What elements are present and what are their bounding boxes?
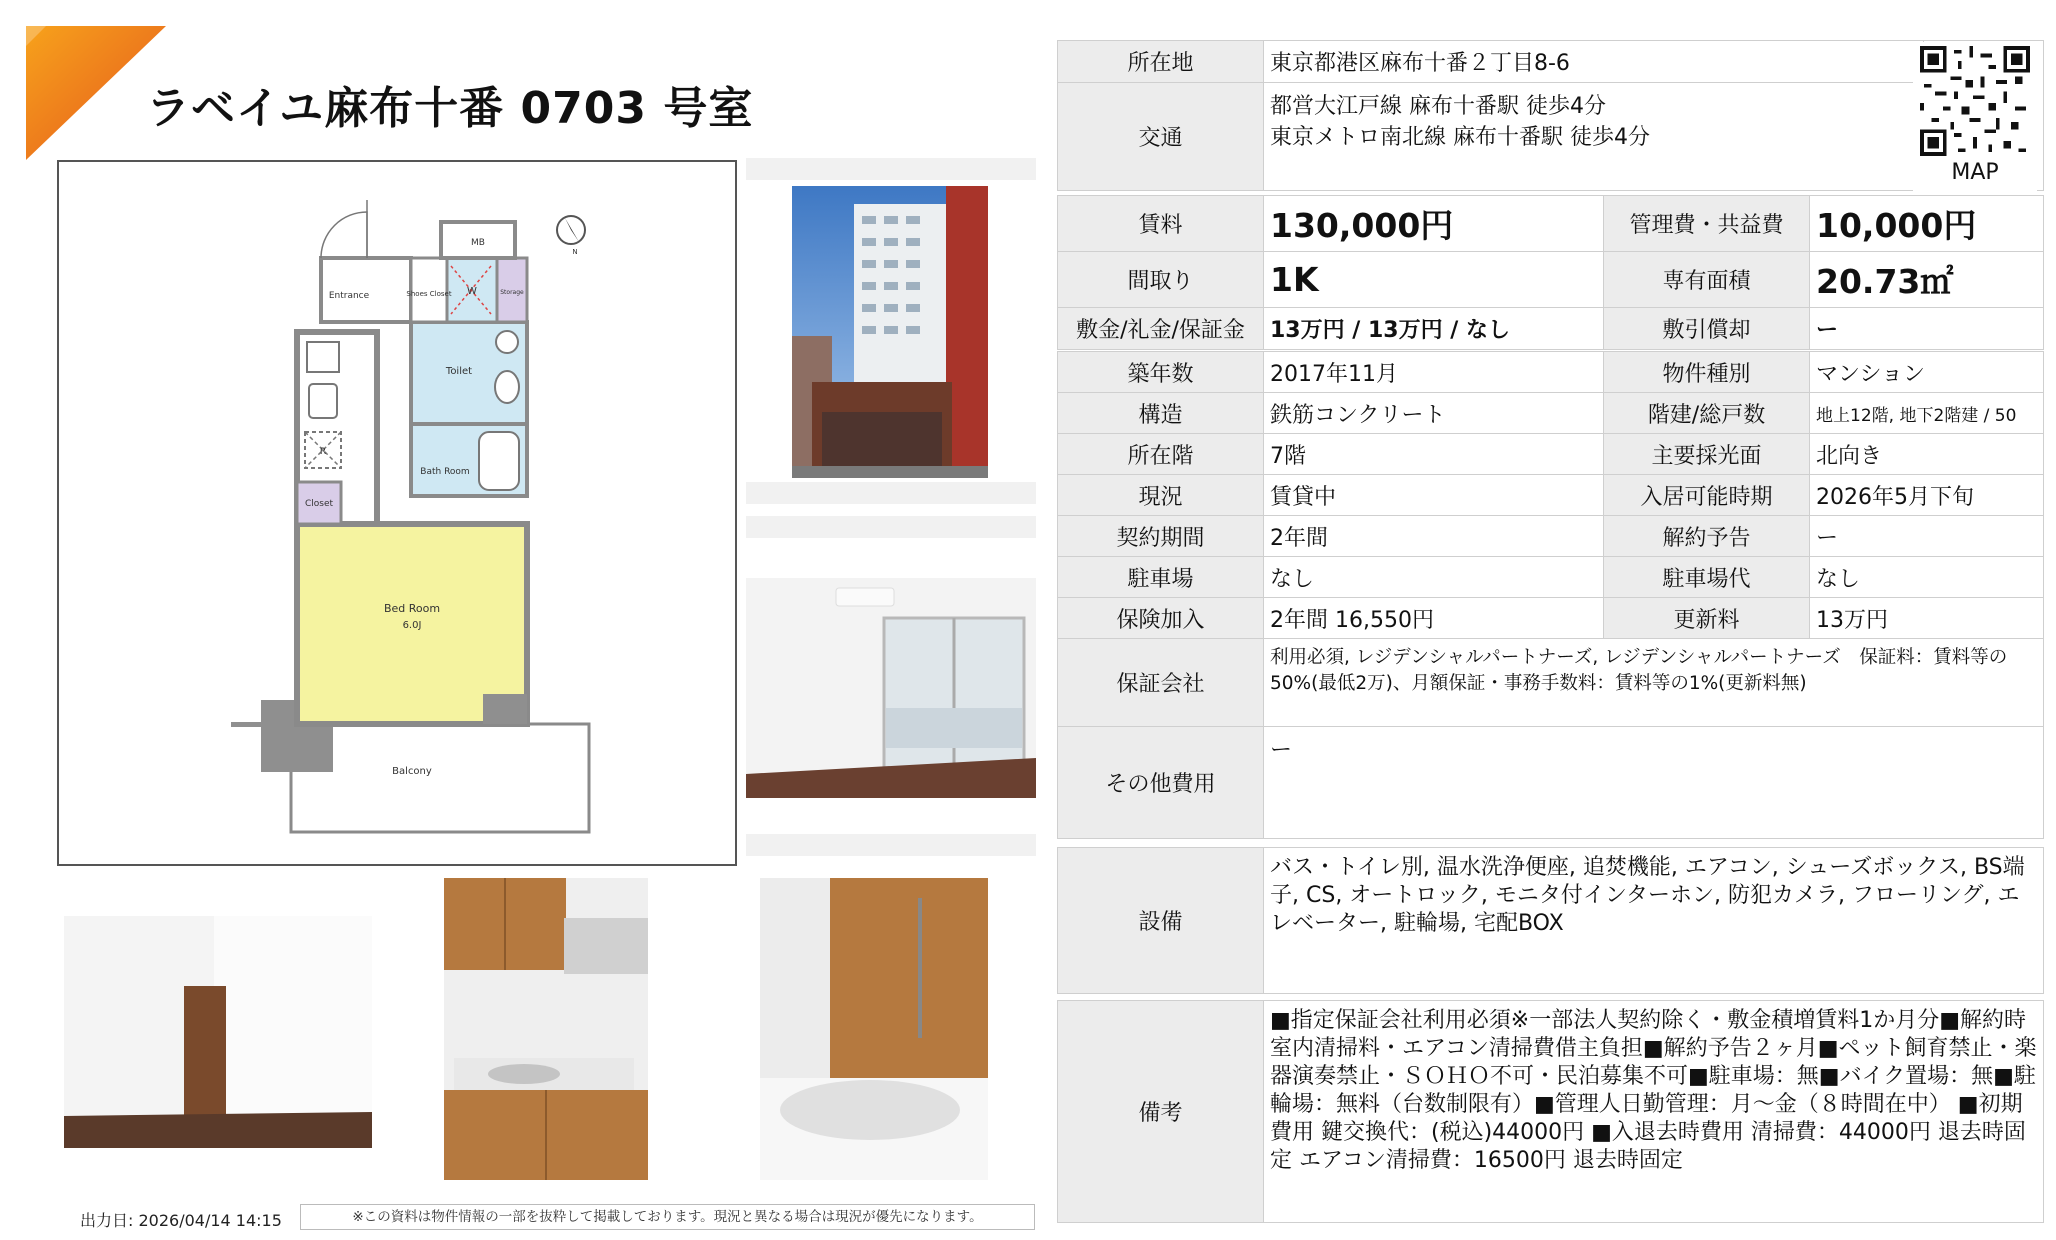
- type-value: マンション: [1810, 352, 2044, 393]
- remarks-value: ■指定保証会社利用必須※一部法人契約除く・敷金積増賃料1か月分■解約時室内清掃料・エアコン清掃費借主負担■解約予告２ヶ月■ペット飼育禁止・楽器演奏禁止・ＳＯＨＯ不可・民泊募集不可■駐車場：無■バイク置場：無■駐輪場：無料（台数制限有）■管理人日勤管理：月〜金（８時間在中） ■初期費用 鍵交換代：(税込)44000円 ■入退去時費用 清掃費：44000円 退去時固定 エアコン清掃費：16500円 退去時固定: [1264, 1001, 2044, 1223]
- guarantor-label: 保証会社: [1058, 639, 1264, 727]
- kitchen-photo: [444, 878, 648, 1180]
- label-closet: Closet: [304, 499, 334, 509]
- area-value: 20.73㎡: [1810, 252, 2044, 308]
- floors-value: 地上12階, 地下2階建 / 50: [1810, 393, 2044, 434]
- info-table-location: [1057, 40, 2044, 191]
- move-in-label: 入居可能時期: [1604, 475, 1810, 516]
- notice-label: 解約予告: [1604, 516, 1810, 557]
- disclaimer-note: ※この資料は物件情報の一部を抜粋して掲載しております。現況と異なる場合は現況が優先になります。: [300, 1204, 1035, 1230]
- other-fees-value: ー: [1264, 727, 2044, 839]
- transport-line-2: 東京メトロ南北線 麻布十番駅 徒歩4分: [1270, 125, 1650, 150]
- output-date: 出力日: 2026/04/14 14:15: [80, 1211, 282, 1230]
- layout-label: 間取り: [1058, 252, 1264, 308]
- equipment-label: 設備: [1058, 848, 1264, 994]
- label-bedroom-size: 6.0J: [402, 620, 422, 631]
- corner-accent-logo: [26, 26, 166, 160]
- floorplan-frame: [57, 160, 737, 866]
- contract-label: 契約期間: [1058, 516, 1264, 557]
- built-value: 2017年11月: [1264, 352, 1604, 393]
- info-table-rent: [1057, 195, 2044, 350]
- status-value: 賃貸中: [1264, 475, 1604, 516]
- photo-placeholder-strip: [746, 158, 1036, 180]
- deposit-value: 13万円 / 13万円 / なし: [1264, 308, 1604, 350]
- transport-line-1: 都営大江戸線 麻布十番駅 徒歩4分: [1270, 94, 1606, 119]
- parking-label: 駐車場: [1058, 557, 1264, 598]
- other-fees-label: その他費用: [1058, 727, 1264, 839]
- building-exterior-photo: [792, 186, 988, 478]
- transport-label: 交通: [1058, 83, 1264, 191]
- label-entrance: Entrance: [328, 291, 370, 301]
- renewal-value: 13万円: [1810, 598, 2044, 639]
- room-window-photo: [746, 578, 1036, 798]
- room-door-photo: [64, 916, 372, 1148]
- info-table-details: [1057, 351, 2044, 839]
- mgmt-fee-value: 10,000円: [1810, 196, 2044, 252]
- label-shoes-closet: Shoes Closet: [406, 290, 452, 298]
- location-value: 東京都港区麻布十番２丁目8-6: [1264, 41, 1924, 83]
- layout-value: 1K: [1264, 252, 1604, 308]
- label-storage: Storage: [500, 289, 524, 296]
- parking-fee-label: 駐車場代: [1604, 557, 1810, 598]
- location-label: 所在地: [1058, 41, 1264, 83]
- rent-label: 賃料: [1058, 196, 1264, 252]
- insurance-value: 2年間 16,550円: [1264, 598, 1604, 639]
- area-label: 専有面積: [1604, 252, 1810, 308]
- light-label: 主要採光面: [1604, 434, 1810, 475]
- label-balcony: Balcony: [392, 766, 432, 777]
- label-bath-room: Bath Room: [420, 467, 470, 477]
- label-r: R: [319, 447, 327, 457]
- contract-value: 2年間: [1264, 516, 1604, 557]
- info-table-equipment: [1057, 847, 2044, 994]
- parking-fee-value: なし: [1810, 557, 2044, 598]
- built-label: 築年数: [1058, 352, 1264, 393]
- photo-placeholder-strip: [746, 482, 1036, 504]
- page-title: ラベイユ麻布十番 0703 号室: [146, 83, 754, 134]
- equipment-value: バス・トイレ別, 温水洗浄便座, 追焚機能, エアコン, シューズボックス, BS端子, CS, オートロック, モニタ付インターホン, 防犯カメラ, フローリング, エレベーター, 駐輪場, 宅配BOX: [1264, 848, 2044, 994]
- deposit-label: 敷金/礼金/保証金: [1058, 308, 1264, 350]
- photo-placeholder-strip: [746, 834, 1036, 856]
- north-label: N: [572, 248, 578, 256]
- remarks-label: 備考: [1058, 1001, 1264, 1223]
- structure-label: 構造: [1058, 393, 1264, 434]
- floorplan-drawing: [59, 162, 735, 864]
- info-table-remarks: [1057, 1000, 2044, 1223]
- label-bed-room: Bed Room: [383, 602, 441, 615]
- label-w: W: [467, 286, 477, 297]
- qr-code-icon: [1920, 46, 2030, 156]
- photo-placeholder-strip: [746, 516, 1036, 538]
- insurance-label: 保険加入: [1058, 598, 1264, 639]
- label-toilet: Toilet: [445, 366, 473, 377]
- type-label: 物件種別: [1604, 352, 1810, 393]
- map-label: MAP: [1951, 160, 1999, 185]
- mgmt-fee-label: 管理費・共益費: [1604, 196, 1810, 252]
- status-label: 現況: [1058, 475, 1264, 516]
- floor-value: 7階: [1264, 434, 1604, 475]
- move-in-value: 2026年5月下旬: [1810, 475, 2044, 516]
- rent-value: 130,000円: [1264, 196, 1604, 252]
- light-value: 北向き: [1810, 434, 2044, 475]
- structure-value: 鉄筋コンクリート: [1264, 393, 1604, 434]
- bathroom-photo: [760, 878, 988, 1180]
- renewal-label: 更新料: [1604, 598, 1810, 639]
- guarantor-value: 利用必須, レジデンシャルパートナーズ, レジデンシャルパートナーズ 保証料：賃料等の50%(最低2万)、月額保証・事務手数料：賃料等の1%(更新料無): [1264, 639, 2044, 727]
- amortization-value: ー: [1810, 308, 2044, 350]
- notice-value: ー: [1810, 516, 2044, 557]
- label-mb: MB: [471, 238, 485, 248]
- map-qr-code[interactable]: [1913, 42, 2037, 192]
- floor-label: 所在階: [1058, 434, 1264, 475]
- amortization-label: 敷引償却: [1604, 308, 1810, 350]
- parking-value: なし: [1264, 557, 1604, 598]
- floors-label: 階建/総戸数: [1604, 393, 1810, 434]
